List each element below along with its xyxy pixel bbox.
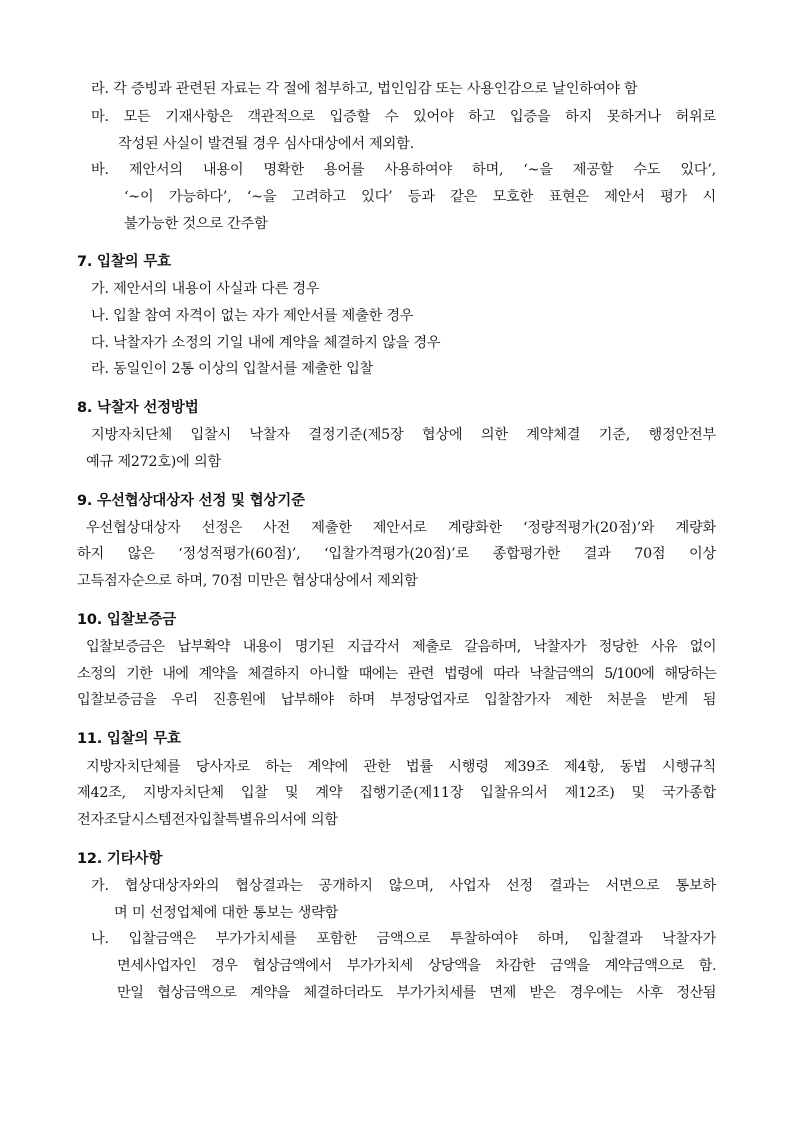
section-12-item-cont: 며 미 선정업체에 대한 통보는 생략함: [114, 905, 339, 921]
section-7-item: 가. 제안서의 내용이 사실과 다른 경우: [91, 281, 320, 297]
section-9-text: 하지 않은 ‘정성적평가(60점)’, ‘입찰가격평가(20점)’로 종합평가한 결과 70점 이상: [77, 546, 716, 562]
section-10-text: 입찰보증금을 우리 진흥원에 납부해야 하며 부정당업자로 입찰참가자 제한 처분을 받게 됨: [77, 692, 716, 708]
list-item-ra: 라. 각 증빙과 관련된 자료는 각 절에 첨부하고, 법인임감 또는 사용인감으로 날인하여야 함: [91, 81, 638, 97]
section-10-title: 10. 입찰보증금: [77, 612, 176, 628]
section-10-text: 소정의 기한 내에 계약을 체결하지 아니할 때에는 관련 법령에 따라 낙찰금액의 5/100에 해당하는: [77, 666, 716, 682]
list-item-ba: 바. 제안서의 내용이 명확한 용어를 사용하여야 하며, ‘~을 제공할 수도 있다’,: [91, 162, 716, 178]
section-7-item: 다. 낙찰자가 소정의 기일 내에 계약을 체결하지 않을 경우: [91, 335, 441, 351]
section-11-text: 전자조달시스템전자입찰특별유의서에 의함: [77, 812, 338, 828]
section-12-title: 12. 기타사항: [77, 851, 163, 867]
section-7-item: 나. 입찰 참여 자격이 없는 자가 제안서를 제출한 경우: [91, 308, 414, 324]
section-8-text: 지방자치단체 입찰시 낙찰자 결정기준(제5장 협상에 의한 계약체결 기준, 행정안전부: [91, 427, 716, 443]
section-7-item: 라. 동일인이 2통 이상의 입찰서를 제출한 입찰: [91, 361, 374, 377]
section-9-text: 고득점자순으로 하며, 70점 미만은 협상대상에서 제외함: [77, 573, 418, 589]
list-item-ma: 마. 모든 기재사항은 객관적으로 입증할 수 있어야 하고 입증을 하지 못하거나 허위로: [91, 109, 716, 125]
section-12-item-cont: 만일 협상금액으로 계약을 체결하더라도 부가가치세를 면제 받은 경우에는 사후 정산됨: [117, 985, 716, 1001]
section-12-item: 가. 협상대상자와의 협상결과는 공개하지 않으며, 사업자 선정 결과는 서면으로 통보하: [91, 878, 716, 894]
section-9-text: 우선협상대상자 선정은 사전 제출한 제안서로 계량화한 ‘정량적평가(20점)’와 계량화: [86, 520, 716, 536]
section-10-text: 입찰보증금은 납부확약 내용이 명기된 지급각서 제출로 갈음하며, 낙찰자가 정당한 사유 없이: [86, 639, 716, 655]
section-12-item: 나. 입찰금액은 부가가치세를 포함한 금액으로 투찰하여야 하며, 입찰결과 낙찰자가: [91, 931, 716, 947]
list-item-ba-cont-1: ‘~이 가능하다’, ‘~을 고려하고 있다’ 등과 같은 모호한 표현은 제안서 평가 시: [124, 189, 716, 205]
section-8-title: 8. 낙찰자 선정방법: [77, 400, 199, 416]
list-item-ma-cont: 작성된 사실이 발견될 경우 심사대상에서 제외함.: [118, 136, 414, 152]
section-12-item-cont: 면세사업자인 경우 협상금액에서 부가가치세 상당액을 차감한 금액을 계약금액으로 함.: [117, 958, 716, 974]
section-7-title: 7. 입찰의 무효: [77, 254, 171, 270]
section-11-text: 제42조, 지방자치단체 입찰 및 계약 집행기준(제11장 입찰유의서 제12조) 및 국가종합: [77, 785, 716, 801]
list-item-ba-cont-2: 불가능한 것으로 간주함: [124, 216, 268, 232]
section-11-text: 지방자치단체를 당사자로 하는 계약에 관한 법률 시행령 제39조 제4항, 동법 시행규칙: [86, 759, 716, 775]
section-11-title: 11. 입찰의 무효: [77, 731, 181, 747]
section-9-title: 9. 우선협상대상자 선정 및 협상기준: [77, 493, 305, 509]
section-8-text: 예규 제272호)에 의함: [86, 454, 221, 470]
